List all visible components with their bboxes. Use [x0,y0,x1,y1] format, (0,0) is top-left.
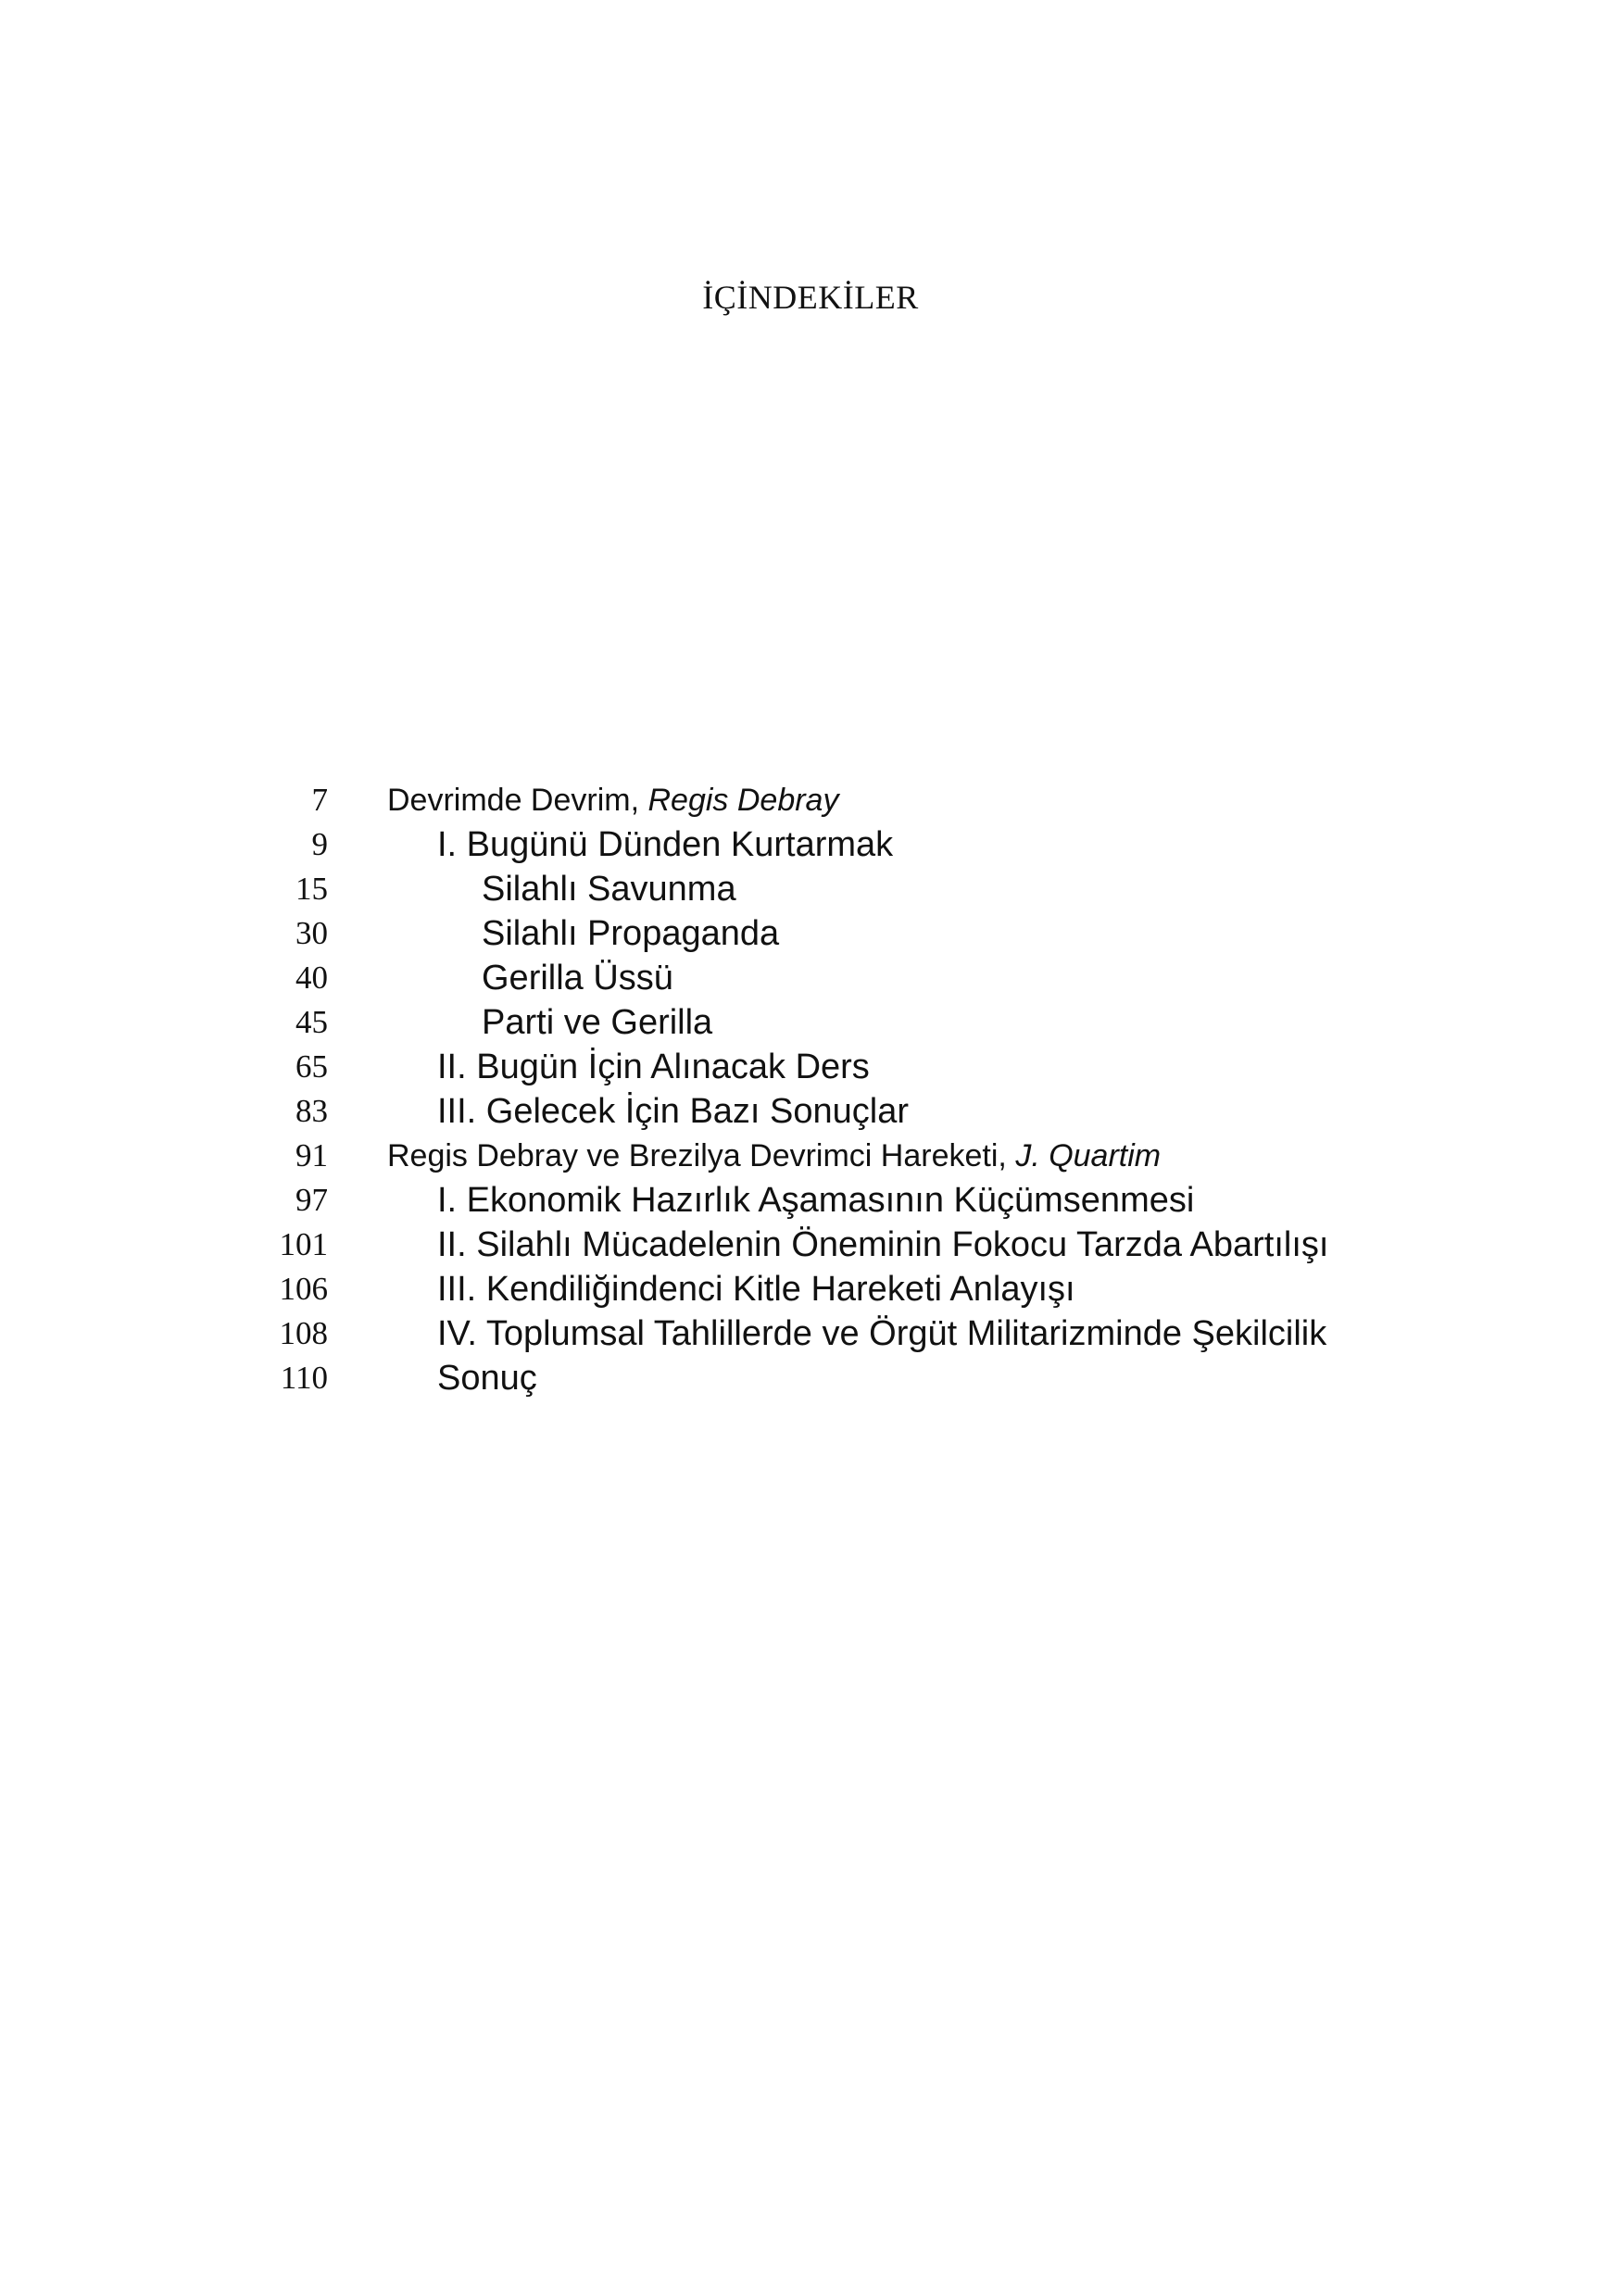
toc-title-text: Regis Debray ve Brezilya Devrimci Hareketi, [387,1138,1016,1173]
toc-entry [0,1223,1621,1267]
toc-entry [0,822,1621,867]
toc-entry-title: Sonuç [437,1359,537,1398]
toc-entry [0,1178,1621,1223]
toc-entry-title: Silahlı Propaganda [482,914,780,953]
toc-entry-title: II. Silahlı Mücadelenin Öneminin Fokocu Tarzda Abartılışı [437,1225,1329,1264]
toc-page-number: 15 [295,871,328,907]
toc-entry [0,1000,1621,1045]
toc-entry-title: II. Bugün İçin Alınacak Ders [437,1048,870,1086]
toc-page-number: 7 [311,782,328,818]
toc-entry-title: Silahlı Savunma [482,870,736,909]
toc-entry [0,1089,1621,1134]
toc-title-text: Devrimde Devrim, [387,783,648,818]
toc-page-number: 106 [279,1271,328,1307]
toc-entry-title: I. Bugünü Dünden Kurtarmak [437,825,894,864]
toc-page-number: 9 [311,826,328,862]
toc-page-number: 45 [295,1004,328,1040]
toc-entry-title [387,1134,1161,1178]
toc-entry [0,867,1621,911]
toc-entry [0,1267,1621,1311]
toc-entry-title: IV. Toplumsal Tahlillerde ve Örgüt Militarizminde Şekilcilik [437,1314,1327,1353]
toc-page-number: 101 [279,1226,328,1262]
table-of-contents [0,778,1621,1400]
page-title: İÇİNDEKİLER [702,279,919,316]
toc-entry-title: III. Kendiliğindenci Kitle Hareketi Anlayışı [437,1270,1075,1309]
toc-page-number: 91 [295,1137,328,1173]
toc-entry [0,1311,1621,1356]
toc-author: J. Quartim [1015,1138,1162,1173]
toc-entry-title: I. Ekonomik Hazırlık Aşamasının Küçümsenmesi [437,1181,1195,1220]
toc-page-number: 97 [295,1182,328,1218]
toc-entry [0,1045,1621,1089]
toc-entry [0,1134,1621,1178]
toc-entry [0,911,1621,956]
toc-page-number: 40 [295,960,328,996]
toc-entry-title: III. Gelecek İçin Bazı Sonuçlar [437,1092,910,1131]
toc-page-number: 30 [295,915,328,951]
toc-entry-title: Parti ve Gerilla [482,1003,713,1042]
toc-author: Regis Debray [647,783,839,818]
toc-page-number: 83 [295,1093,328,1129]
toc-entry [0,956,1621,1000]
toc-entry-title [387,778,838,822]
toc-page-number: 110 [280,1360,328,1396]
toc-entry [0,1356,1621,1400]
toc-entry-title: Gerilla Üssü [482,959,673,997]
toc-page-number: 65 [295,1048,328,1085]
toc-entry [0,778,1621,822]
toc-page-number: 108 [279,1315,328,1351]
